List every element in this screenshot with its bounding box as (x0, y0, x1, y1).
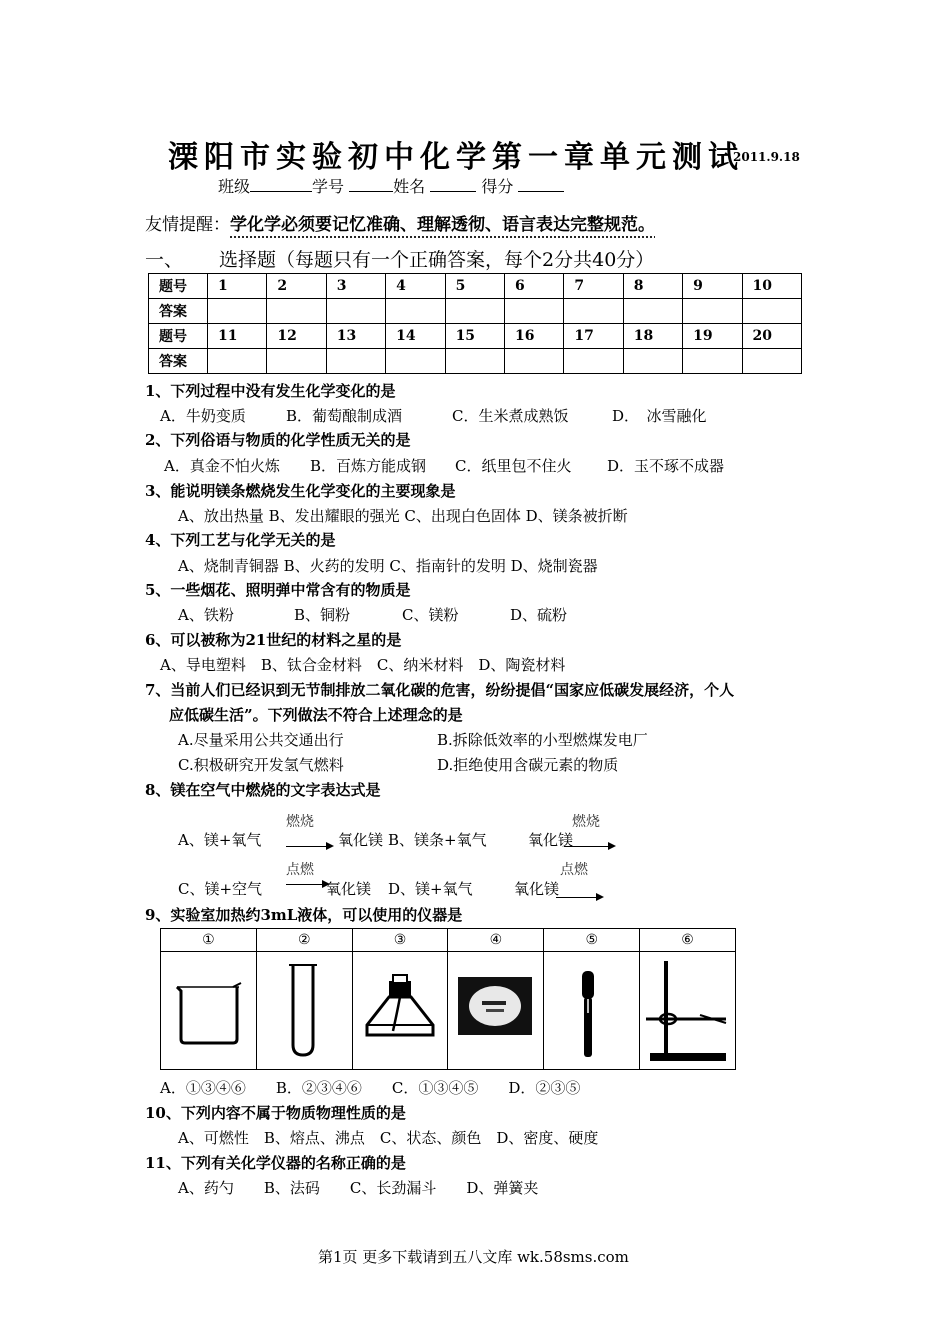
instrument-cell (448, 929, 544, 1069)
answer-cell[interactable] (564, 349, 623, 374)
question-4-options: A、烧制青铜器 B、火药的发明 C、指南针的发明 D、烧制瓷器 (178, 557, 598, 575)
question-7-option-a: A.尽量采用公共交通出行 (178, 731, 344, 749)
table-row (149, 324, 802, 349)
table-cell: 12 (267, 324, 326, 349)
question-5-option-b: B、铜粉 (294, 606, 351, 624)
table-head-cell: 题号 (149, 324, 208, 349)
answer-cell[interactable] (742, 299, 801, 324)
question-3-stem: 3、能说明镁条燃烧发生化学变化的主要现象是 (145, 482, 456, 500)
question-7-stem-line-1: 7、当前人们已经识到无节制排放二氧化碳的危害，纷纷提倡“国家应低碳发展经济，个人 (145, 681, 735, 699)
table-row (149, 274, 802, 299)
question-10-stem: 10、下列内容不属于物质物理性质的是 (145, 1104, 406, 1122)
question-5-option-a: A、铁粉 (178, 606, 234, 624)
question-8-option-c: C、镁+空气 (178, 880, 263, 898)
question-8-product-d: 氧化镁 (514, 880, 560, 898)
score-blank[interactable] (518, 177, 564, 192)
instrument-figure (160, 928, 736, 1070)
question-8-condition-a: 燃烧 (286, 814, 314, 830)
name-label: 姓名 (393, 177, 426, 196)
reaction-arrow-icon (564, 846, 614, 847)
instrument-label: ⑥ (640, 929, 735, 952)
name-blank[interactable] (430, 177, 476, 192)
answer-cell[interactable] (386, 299, 445, 324)
table-cell: 3 (326, 274, 385, 299)
instrument-cell (257, 929, 353, 1069)
table-cell: 9 (683, 274, 742, 299)
question-11-stem: 11、下列有关化学仪器的名称正确的是 (145, 1154, 406, 1172)
question-11-options: A、药勺 B、法码 C、长劲漏斗 D、弹簧夹 (178, 1179, 539, 1197)
question-1-option-d: D． 冰雪融化 (612, 407, 707, 425)
answer-cell[interactable] (504, 349, 563, 374)
table-cell: 10 (742, 274, 801, 299)
question-8-option-b: B、镁条+氧气 (388, 831, 487, 849)
page-footer: 第1页 更多下载请到五八文库 wk.58sms.com (318, 1248, 629, 1266)
table-cell: 6 (504, 274, 563, 299)
test-tube-icon (257, 953, 352, 1069)
question-8-option-a: A、镁+氧气 (178, 831, 262, 849)
answer-cell[interactable] (623, 299, 682, 324)
answer-cell[interactable] (683, 349, 742, 374)
question-5-option-c: C、镁粉 (402, 606, 459, 624)
question-5-option-d: D、硫粉 (510, 606, 568, 624)
table-cell: 8 (623, 274, 682, 299)
instrument-cell (161, 929, 257, 1069)
question-7-option-d: D.拒绝使用含碳元素的物质 (437, 756, 619, 774)
table-cell: 2 (267, 274, 326, 299)
table-cell: 15 (445, 324, 504, 349)
page-title: 溧阳市实验初中化学第一章单元测试 (168, 140, 744, 175)
question-3-options: A、放出热量 B、发出耀眼的强光 C、出现白色固体 D、镁条被折断 (178, 507, 628, 525)
section-number: 一、 (145, 249, 184, 271)
instrument-cell (640, 929, 735, 1069)
asbestos-gauze-icon (448, 953, 543, 1069)
answer-cell[interactable] (208, 299, 267, 324)
alcohol-lamp-icon (353, 953, 448, 1069)
exam-date: 2011.9.18 (733, 150, 800, 164)
answer-cell[interactable] (742, 349, 801, 374)
answer-table (148, 273, 802, 374)
reaction-arrow-icon (556, 897, 602, 898)
answer-cell[interactable] (445, 349, 504, 374)
question-8-condition-b: 燃烧 (572, 814, 600, 830)
question-8-condition-c: 点燃 (286, 862, 314, 878)
table-row (149, 349, 802, 374)
question-10-options: A、可燃性 B、熔点、沸点 C、状态、颜色 D、密度、硬度 (178, 1129, 599, 1147)
question-6-stem: 6、可以被称为21世纪的材料之星的是 (145, 631, 402, 649)
answer-cell[interactable] (683, 299, 742, 324)
instrument-label: ③ (353, 929, 448, 952)
question-2-option-c: C．纸里包不住火 (455, 457, 572, 475)
table-head-cell: 答案 (149, 299, 208, 324)
instrument-label: ② (257, 929, 352, 952)
reaction-arrow-icon (286, 884, 328, 885)
table-cell: 11 (208, 324, 267, 349)
question-8-product-a: 氧化镁 (338, 831, 384, 849)
question-1-option-c: C．生米煮成熟饭 (452, 407, 569, 425)
question-8-product-b: 氧化镁 (528, 831, 574, 849)
table-cell: 4 (386, 274, 445, 299)
section-title: 选择题（每题只有一个正确答案，每个2分共40分） (219, 249, 655, 271)
instrument-label: ④ (448, 929, 543, 952)
answer-cell[interactable] (267, 299, 326, 324)
instrument-label: ⑤ (544, 929, 639, 952)
table-cell: 7 (564, 274, 623, 299)
question-5-stem: 5、一些烟花、照明弹中常含有的物质是 (145, 581, 411, 599)
question-9-stem: 9、实验室加热约3mL液体，可以使用的仪器是 (145, 906, 463, 924)
question-4-stem: 4、下列工艺与化学无关的是 (145, 531, 336, 549)
question-2-option-b: B．百炼方能成钢 (310, 457, 427, 475)
question-1-option-b: B．葡萄酿制成酒 (286, 407, 403, 425)
section-heading (145, 245, 654, 272)
score-label: 得分 (481, 177, 514, 196)
number-blank[interactable] (349, 177, 393, 192)
answer-cell[interactable] (326, 349, 385, 374)
table-head-cell: 题号 (149, 274, 208, 299)
question-8-product-c: 氧化镁 (326, 880, 372, 898)
question-6-options: A、导电塑料 B、钛合金材料 C、纳米材料 D、陶瓷材料 (160, 656, 566, 674)
instrument-label: ① (161, 929, 256, 952)
table-cell: 19 (683, 324, 742, 349)
question-9-options: A．①③④⑥ B．②③④⑥ C．①③④⑤ D．②③⑤ (160, 1079, 581, 1097)
table-cell: 1 (208, 274, 267, 299)
question-7-option-c: C.积极研究开发氢气燃料 (178, 756, 344, 774)
class-label: 班级 (218, 177, 251, 196)
answer-cell[interactable] (445, 299, 504, 324)
number-label: 学号 (312, 177, 345, 196)
question-2-option-a: A．真金不怕火炼 (164, 457, 280, 475)
table-head-cell: 答案 (149, 349, 208, 374)
question-8-condition-d: 点燃 (560, 862, 588, 878)
instrument-cell (544, 929, 640, 1069)
question-8-stem: 8、镁在空气中燃烧的文字表达式是 (145, 781, 381, 799)
table-cell: 13 (326, 324, 385, 349)
iron-stand-icon (640, 953, 735, 1069)
table-row (149, 299, 802, 324)
answer-cell[interactable] (208, 349, 267, 374)
table-cell: 18 (623, 324, 682, 349)
student-info-line (218, 174, 564, 197)
table-cell: 14 (386, 324, 445, 349)
question-2-option-d: D．玉不琢不成器 (607, 457, 725, 475)
test-tube-holder-icon (544, 953, 639, 1069)
question-7-option-b: B.拆除低效率的小型燃煤发电厂 (437, 731, 648, 749)
table-cell: 20 (742, 324, 801, 349)
answer-cell[interactable] (623, 349, 682, 374)
table-cell: 17 (564, 324, 623, 349)
table-cell: 16 (504, 324, 563, 349)
answer-cell[interactable] (504, 299, 563, 324)
reminder (145, 210, 655, 235)
question-2-stem: 2、下列俗语与物质的化学性质无关的是 (145, 431, 411, 449)
answer-cell[interactable] (386, 349, 445, 374)
question-8-option-d: D、镁+氧气 (388, 880, 473, 898)
class-blank[interactable] (250, 177, 312, 192)
table-cell: 5 (445, 274, 504, 299)
beaker-icon (161, 953, 256, 1069)
answer-cell[interactable] (326, 299, 385, 324)
answer-cell[interactable] (564, 299, 623, 324)
question-1-stem: 1、下列过程中没有发生化学变化的是 (145, 382, 396, 400)
reminder-text: 学化学必须要记忆准确、理解透彻、语言表达完整规范。 (230, 215, 655, 235)
question-1-option-a: A．牛奶变质 (160, 407, 246, 425)
reaction-arrow-icon (286, 846, 332, 847)
answer-cell[interactable] (267, 349, 326, 374)
instrument-cell (353, 929, 449, 1069)
question-7-stem-line-2: 应低碳生活”。下列做法不符合上述理念的是 (169, 706, 463, 724)
reminder-label: 友情提醒： (145, 215, 230, 235)
